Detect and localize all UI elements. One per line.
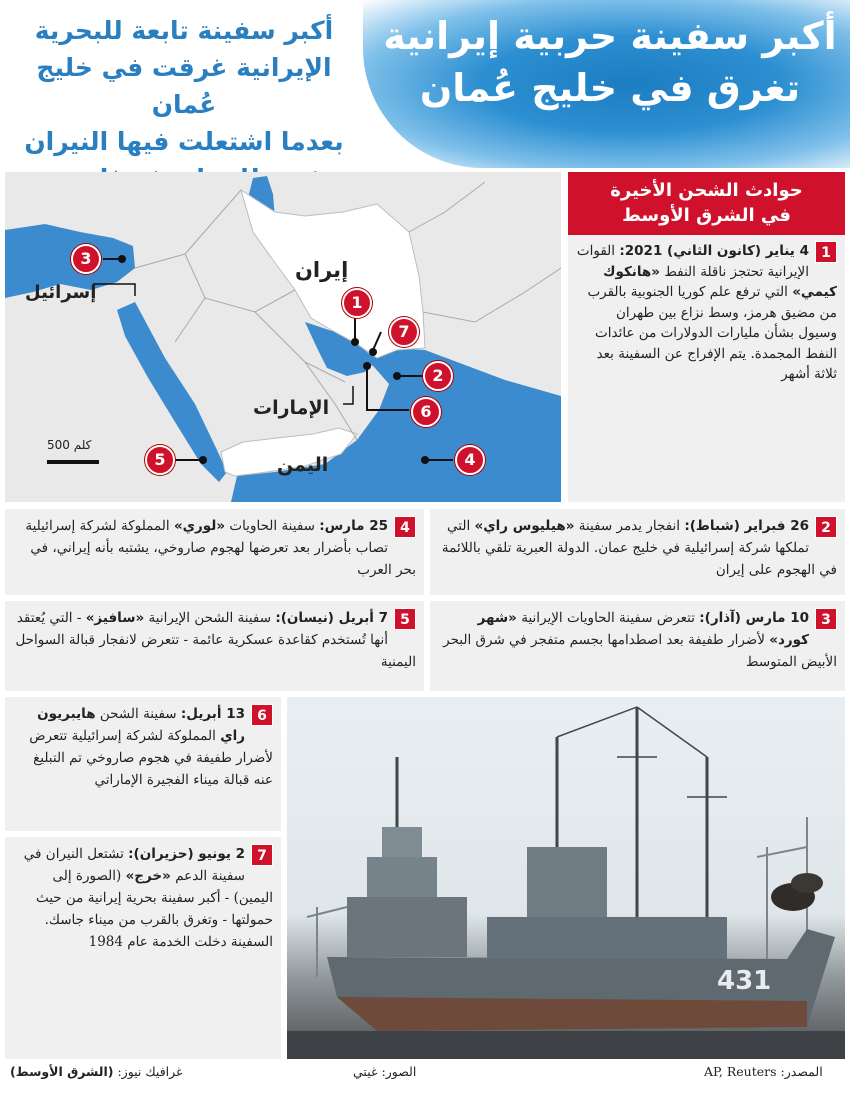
graphics-value: (الشرق الأوسط): [10, 1064, 114, 1079]
incident-number: 2: [815, 516, 837, 538]
incident-highlight: «سافيز»: [85, 610, 145, 626]
label-yemen: اليمن: [277, 454, 329, 476]
incident-text-b: المملوكة لشركة إسرائيلية تتعرض لأضرار طفيفة في هجوم صاروخي تم التبليغ عنه قبالة ميناء الفجيرة الإماراتي: [29, 728, 273, 788]
subtitle-line3: بعدما اشتعلت فيها النيران: [24, 127, 344, 156]
main-title-line2: تغرق في خليج عُمان: [419, 66, 801, 110]
source-label: المصدر:: [780, 1064, 823, 1079]
map-marker-3: 3: [71, 244, 101, 274]
incident-text-a: القوات الإيرانية تحتجز ناقلة النفط: [576, 243, 809, 280]
incident-date: 7 أبريل (نيسان):: [275, 610, 388, 626]
incident-7: [5, 837, 281, 1059]
incident-text-a: تشتعل النيران في سفينة الدعم: [23, 846, 245, 884]
incident-text-a: تتعرض سفينة الحاويات الإيرانية: [521, 610, 695, 626]
map-marker-4: 4: [455, 445, 485, 475]
incident-date: 26 فبراير (شباط):: [684, 518, 809, 534]
main-title-line1: أكبر سفينة حربية إيرانية: [383, 14, 837, 58]
panel-heading-line2: في الشرق الأوسط: [622, 205, 791, 226]
incident-date: 10 مارس (آذار):: [699, 610, 809, 626]
incident-5: [5, 601, 424, 691]
incident-2: [430, 509, 845, 595]
footer-graphics: [10, 1064, 183, 1079]
ship-photo: [287, 697, 845, 1059]
incident-highlight: «لوري»: [173, 518, 226, 534]
incident-4: [5, 509, 424, 595]
incident-text-b: التي ترفع علم كوريا الجنوبية بالقرب من مضيق هرمز، وسط نزاع بين طهران وسيول بشأن مليارات الدولارات من عائدات النفط المجمدة. يتم الإفراج عن السفينة بعد ثلاثة أشهر: [587, 284, 837, 382]
map-marker-6: 6: [411, 397, 441, 427]
incident-date: 4 يناير (كانون الثاني) 2021:: [619, 243, 809, 259]
map-marker-1: 1: [342, 288, 372, 318]
incident-date: 25 مارس:: [319, 518, 388, 534]
incident-number: 5: [394, 608, 416, 630]
subtitle-line2: الإيرانية غرقت في خليج عُمان: [36, 53, 332, 119]
incident-text-a: سفينة الشحن الإيرانية: [148, 610, 272, 626]
scale-bar: [47, 460, 99, 464]
incident-number: 6: [251, 704, 273, 726]
incident-1: [568, 235, 845, 385]
map-marker-5: 5: [145, 445, 175, 475]
graphics-label: غرافيك نيوز:: [117, 1064, 183, 1079]
footer-photos: [353, 1064, 416, 1079]
region-map: [5, 172, 561, 502]
incident-text-b: التي تملكها شركة إسرائيلية في خليج عمان. الدولة العبرية تلقي باللائمة في الهجوم على إيران: [441, 518, 837, 578]
map-marker-7: 7: [389, 317, 419, 347]
incident-highlight: «هانكوك كيمي»: [603, 263, 837, 300]
ship-illustration: [287, 697, 845, 1059]
footer-source: [704, 1064, 823, 1079]
incident-text-b: لأضرار طفيفة بعد اصطدامها بجسم متفجر في شرق البحر الأبيض المتوسط: [443, 632, 837, 670]
incident-6: [5, 697, 281, 831]
scale-label: 500 كلم: [47, 438, 92, 452]
incident-number: 7: [251, 844, 273, 866]
photos-value: غيتي: [353, 1064, 378, 1079]
panel-heading: [568, 172, 845, 235]
incident-date: 2 يونيو (حزيران):: [128, 846, 245, 862]
map-marker-2: 2: [423, 361, 453, 391]
incident-highlight: «هيليوس راي»: [474, 518, 575, 534]
label-iran: إيران: [295, 258, 349, 282]
panel-heading-line1: حوادث الشحن الأخيرة: [610, 180, 803, 201]
incident-number: 1: [815, 241, 837, 263]
subtitle: [10, 12, 358, 197]
subtitle-line1: أكبر سفينة تابعة للبحرية: [34, 16, 334, 45]
incident-text-a: انفجار يدمر سفينة: [578, 518, 681, 534]
main-title: [380, 10, 840, 114]
incident-highlight: هايبريون راي: [37, 706, 245, 744]
photos-label: الصور:: [381, 1064, 417, 1079]
incident-highlight: «خرج»: [125, 868, 171, 884]
incident-number: 3: [815, 608, 837, 630]
incident-text-a: سفينة الشحن: [99, 706, 177, 722]
incident-text-a: سفينة الحاويات: [229, 518, 315, 534]
incident-number: 4: [394, 516, 416, 538]
incident-date: 13 أبريل:: [180, 706, 245, 722]
incident-highlight: «شهر كورد»: [477, 610, 809, 648]
label-uae: الإمارات: [253, 397, 330, 419]
incident-text-b: - التي يُعتقد أنها تُستخدم كقاعدة عسكرية عائمة - تتعرض لانفجار قبالة السواحل اليمنية: [15, 610, 416, 670]
label-israel: إسرائيل: [25, 282, 97, 303]
hull-number: 431: [717, 966, 772, 996]
recent-incidents-panel: [568, 172, 845, 502]
incident-text-b: المملوكة لشركة إسرائيلية تصاب بأضرار بعد تعرضها لهجوم صاروخي، يشتبه بأنه إيراني، في بحر العرب: [25, 518, 416, 578]
incident-text-b: (الصورة إلى اليمين) - أكبر سفينة بحرية إيرانية من حيث حمولتها - وتغرق بالقرب من ميناء جاسك. السفينة دخلت الخدمة عام 1984: [35, 868, 273, 950]
incident-3: [430, 601, 845, 691]
source-value: AP, Reuters: [704, 1064, 777, 1079]
